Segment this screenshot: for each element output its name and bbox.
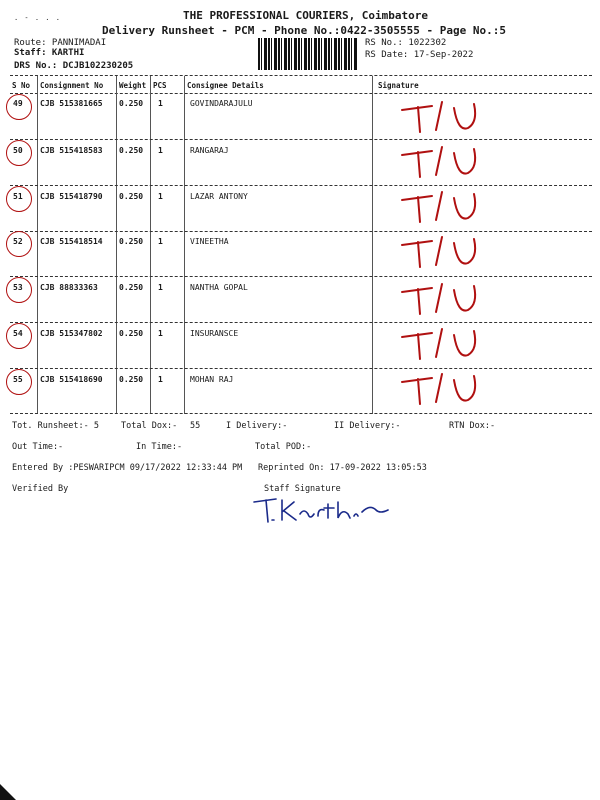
row-consignee: RANGARAJ bbox=[190, 146, 229, 155]
col-signature: Signature bbox=[378, 81, 419, 90]
col-consignee: Consignee Details bbox=[187, 81, 264, 90]
tot-runsheet: Tot. Runsheet:- 5 bbox=[12, 421, 99, 431]
col-pcs: PCS bbox=[153, 81, 167, 90]
row-consignment: CJB 515418790 bbox=[40, 192, 103, 201]
row-weight: 0.250 bbox=[119, 329, 144, 338]
runsheet-title: Delivery Runsheet - PCM - Phone No.:0422-3505555 - Page No.:5 bbox=[102, 24, 506, 37]
row-weight: 0.250 bbox=[119, 375, 144, 384]
col-weight: Weight bbox=[119, 81, 147, 90]
handwritten-signature bbox=[398, 370, 488, 410]
row-weight: 0.250 bbox=[119, 99, 144, 108]
i-delivery: I Delivery:- bbox=[226, 421, 288, 431]
col-sno: S No bbox=[12, 81, 31, 90]
total-dox-label: Total Dox:- bbox=[121, 421, 178, 431]
row-weight: 0.250 bbox=[119, 146, 144, 155]
handwritten-signature bbox=[398, 325, 488, 365]
row-pcs: 1 bbox=[158, 329, 163, 338]
handwritten-signature bbox=[398, 233, 488, 273]
col-separator bbox=[116, 76, 117, 414]
row-weight: 0.250 bbox=[119, 237, 144, 246]
col-consignment: Consignment No bbox=[40, 81, 104, 90]
col-separator bbox=[184, 76, 185, 414]
row-sno: 52 bbox=[13, 237, 23, 246]
verified-by: Verified By bbox=[12, 484, 69, 494]
row-pcs: 1 bbox=[158, 99, 163, 108]
table-header-rule bbox=[10, 93, 592, 94]
row-pcs: 1 bbox=[158, 237, 163, 246]
rs-number: RS No.: 1022302 bbox=[365, 38, 447, 48]
row-weight: 0.250 bbox=[119, 192, 144, 201]
row-rule bbox=[10, 368, 592, 369]
out-time: Out Time:- bbox=[12, 442, 64, 452]
row-pcs: 1 bbox=[158, 146, 163, 155]
row-consignee: VINEETHA bbox=[190, 237, 229, 246]
row-sno: 49 bbox=[13, 99, 23, 108]
header-mark: . - . . . bbox=[14, 14, 61, 22]
row-consignee: NANTHA GOPAL bbox=[190, 283, 248, 292]
row-sno: 54 bbox=[13, 329, 23, 338]
row-consignment: CJB 515347802 bbox=[40, 329, 103, 338]
col-separator bbox=[37, 76, 38, 414]
company-title: THE PROFESSIONAL COURIERS, Coimbatore bbox=[183, 9, 429, 22]
col-separator bbox=[372, 76, 373, 414]
row-consignment: CJB 515418583 bbox=[40, 146, 103, 155]
row-sno: 55 bbox=[13, 375, 23, 384]
row-pcs: 1 bbox=[158, 283, 163, 292]
barcode bbox=[258, 38, 358, 70]
staff-signature-label: Staff Signature bbox=[264, 484, 341, 494]
handwritten-signature bbox=[398, 143, 488, 183]
row-pcs: 1 bbox=[158, 375, 163, 384]
row-rule bbox=[10, 185, 592, 186]
row-rule bbox=[10, 322, 592, 323]
rs-date: RS Date: 17-Sep-2022 bbox=[365, 50, 474, 60]
row-consignment: CJB 515381665 bbox=[40, 99, 103, 108]
entered-by: Entered By :PESWARIPCM 09/17/2022 12:33:44 PM bbox=[12, 463, 243, 473]
route-label: Route: PANNIMADAI bbox=[14, 38, 107, 48]
handwritten-signature bbox=[398, 98, 488, 138]
row-pcs: 1 bbox=[158, 192, 163, 201]
handwritten-signature bbox=[398, 188, 488, 228]
row-consignment: CJB 515418514 bbox=[40, 237, 103, 246]
handwritten-signature bbox=[398, 280, 488, 320]
rtn-dox: RTN Dox:- bbox=[449, 421, 496, 431]
row-rule bbox=[10, 413, 592, 414]
row-consignee: MOHAN RAJ bbox=[190, 375, 234, 384]
row-sno: 51 bbox=[13, 192, 23, 201]
col-separator bbox=[150, 76, 151, 414]
staff-signature-drawing bbox=[252, 494, 392, 528]
row-sno: 53 bbox=[13, 283, 23, 292]
ii-delivery: II Delivery:- bbox=[334, 421, 401, 431]
row-consignee: INSURANSCE bbox=[190, 329, 239, 338]
total-dox-value: 55 bbox=[190, 421, 201, 431]
in-time: In Time:- bbox=[136, 442, 183, 452]
staff-label: Staff: KARTHI bbox=[14, 48, 85, 58]
row-consignment: CJB 88833363 bbox=[40, 283, 98, 292]
table-top-rule bbox=[10, 75, 592, 76]
row-consignee: GOVINDARAJULU bbox=[190, 99, 253, 108]
drs-number: DRS No.: DCJB102230205 bbox=[14, 61, 134, 71]
reprinted-on: Reprinted On: 17-09-2022 13:05:53 bbox=[258, 463, 427, 473]
row-rule bbox=[10, 276, 592, 277]
row-rule bbox=[10, 139, 592, 140]
row-sno: 50 bbox=[13, 146, 23, 155]
row-consignment: CJB 515418690 bbox=[40, 375, 103, 384]
row-weight: 0.250 bbox=[119, 283, 144, 292]
scan-corner bbox=[0, 784, 16, 800]
row-rule bbox=[10, 231, 592, 232]
row-consignee: LAZAR ANTONY bbox=[190, 192, 248, 201]
total-pod: Total POD:- bbox=[255, 442, 312, 452]
